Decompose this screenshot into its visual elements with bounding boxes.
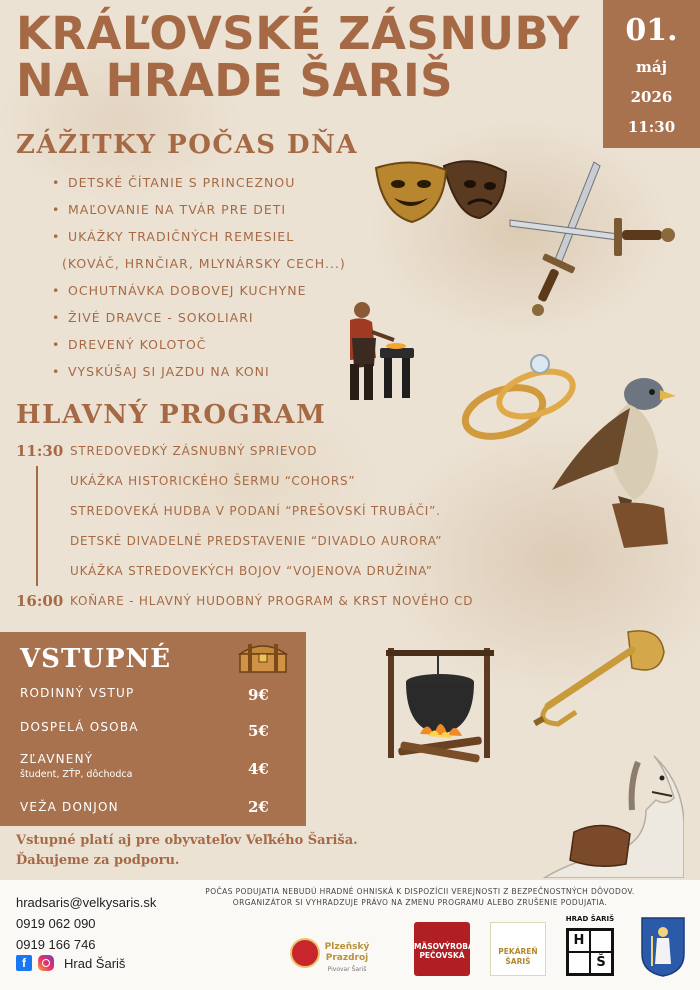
disclaimer-line-1: POČAS PODUJATIA NEBUDÚ HRADNÉ OHNISKÁ K DISPOZÍCII VEREJNOSTI Z BEZPEČNOSTNÝCH DÔVODOV. [205, 887, 635, 896]
admission-row-price: 5€ [248, 722, 269, 740]
list-item: • VYSKÚŠAJ SI JAZDU NA KONI [52, 358, 412, 385]
admission-row-price: 4€ [248, 760, 269, 778]
pilsner-seal-logo [290, 938, 320, 968]
blacksmith-icon [336, 298, 416, 406]
admission-row-price: 2€ [248, 798, 269, 816]
admission-row-sub: študent, ZŤP, dôchodca [20, 769, 133, 780]
cauldron-fire-icon [382, 638, 498, 770]
program-item: UKÁŽKA STREDOVEKÝCH BOJOV “VOJENOVA DRUŽINA” [70, 564, 433, 578]
admission-box [0, 632, 306, 826]
contact-phone-2[interactable]: 0919 166 746 [16, 937, 96, 952]
program-item: STREDOVEDKÝ ZÁSNUBNÝ SPRIEVOD [70, 444, 318, 458]
village-crest-icon [640, 916, 686, 978]
masovyroba-line-1: MÄSOVÝROBA [414, 942, 474, 951]
pekaren-logo [490, 922, 546, 976]
hrad-letter-h: H [569, 931, 589, 951]
admission-row-label: DOSPELÁ OSOBA [20, 720, 139, 734]
note-line-2: Ďakujeme za podporu. [16, 853, 180, 868]
social-label[interactable]: Hrad Šariš [64, 956, 126, 971]
main-program-title: HLAVNÝ PROGRAM [16, 400, 327, 430]
hrad-saris-label: HRAD ŠARIŠ [565, 915, 615, 923]
program-end-time: 16:00 [16, 592, 64, 610]
theatre-masks-icon [372, 150, 512, 230]
program-item: UKÁŽKA HISTORICKÉHO ŠERMU “COHORS” [70, 474, 356, 488]
list-item: • UKÁŽKY TRADIČNÝCH REMESIEL [52, 223, 412, 250]
pekaren-line-1: PEKÁREŇ [498, 947, 538, 956]
title-line-1: KRÁĽOVSKÉ ZÁSNUBY [16, 7, 580, 60]
pilsner-name: Plzeňský Prazdroj [324, 942, 370, 963]
admission-row-label: RODINNÝ VSTUP [20, 686, 135, 700]
masovyroba-line-2: PEČOVSKÁ [419, 951, 465, 960]
falcon-icon [548, 372, 688, 552]
admission-row-price: 9€ [248, 686, 269, 704]
list-item: • DETSKÉ ČÍTANIE S PRINCEZNOU [52, 169, 412, 196]
facebook-icon[interactable]: f [16, 955, 32, 971]
pilsner-sub: Pivovar Šariš [327, 966, 367, 973]
masovyroba-logo [414, 922, 474, 976]
instagram-icon[interactable] [38, 955, 54, 971]
list-item: • OCHUTNÁVKA DOBOVEJ KUCHYNE [52, 277, 412, 304]
pekaren-line-2: ŠARIŠ [505, 957, 531, 966]
program-start-time: 11:30 [16, 442, 64, 460]
title-line-2: NA HRADE ŠARIŠ [16, 54, 454, 107]
date-time: 11:30 [627, 118, 676, 136]
admission-row-label: VEŽA DONJON [20, 800, 119, 814]
date-day: 01. [625, 13, 678, 48]
treasure-chest-icon [238, 640, 288, 674]
hrad-gate-icon [569, 953, 589, 973]
program-item: DETSKÉ DIVADELNÉ PREDSTAVENIE “DIVADLO AURORA” [70, 534, 443, 548]
hrad-tower-icon [591, 931, 611, 951]
crossed-daggers-icon [508, 160, 678, 320]
list-item: • ŽIVÉ DRAVCE - SOKOLIARI [52, 304, 412, 331]
timeline-line [36, 466, 38, 586]
note-line-1: Vstupné platí aj pre obyvateľov Veľkého Šariša. [16, 833, 358, 848]
list-item: • DREVENÝ KOLOTOČ [52, 331, 412, 358]
date-year: 2026 [630, 88, 673, 106]
list-item-continuation: (KOVÁČ, HRNČIAR, MLYNÁRSKY CECH...) [62, 256, 346, 271]
experiences-title: ZÁŽITKY POČAS DŇA [16, 130, 359, 160]
contact-email[interactable]: hradsaris@velkysaris.sk [16, 895, 157, 910]
hrad-letter-s: Š [591, 953, 611, 973]
list-item: • MAĽOVANIE NA TVÁR PRE DETI [52, 196, 412, 223]
disclaimer [190, 886, 650, 908]
admission-title: VSTUPNÉ [20, 644, 172, 674]
admission-note [16, 831, 436, 871]
disclaimer-line-2: ORGANIZÁTOR SI VYHRADZUJE PRÁVO NA ZMENU PROGRAMU ALEBO ZRUŠENIE PODUJATIA. [232, 898, 608, 907]
page-title [16, 7, 606, 107]
hrad-saris-logo [566, 928, 614, 976]
pilsner-logo [318, 942, 376, 975]
date-box [603, 0, 700, 148]
program-item: STREDOVEKÁ HUDBA V PODANÍ “PREŠOVSKÍ TRUBÁČI”. [70, 504, 441, 518]
contact-phone-1[interactable]: 0919 062 090 [16, 916, 96, 931]
horse-icon [534, 752, 684, 878]
program-item: KOŇARE - HLAVNÝ HUDOBNÝ PROGRAM & KRST NOVÉHO CD [70, 594, 474, 608]
date-month: máj [635, 58, 668, 76]
trumpet-icon [528, 626, 668, 736]
admission-row-label: ZĽAVNENÝ [20, 752, 94, 766]
